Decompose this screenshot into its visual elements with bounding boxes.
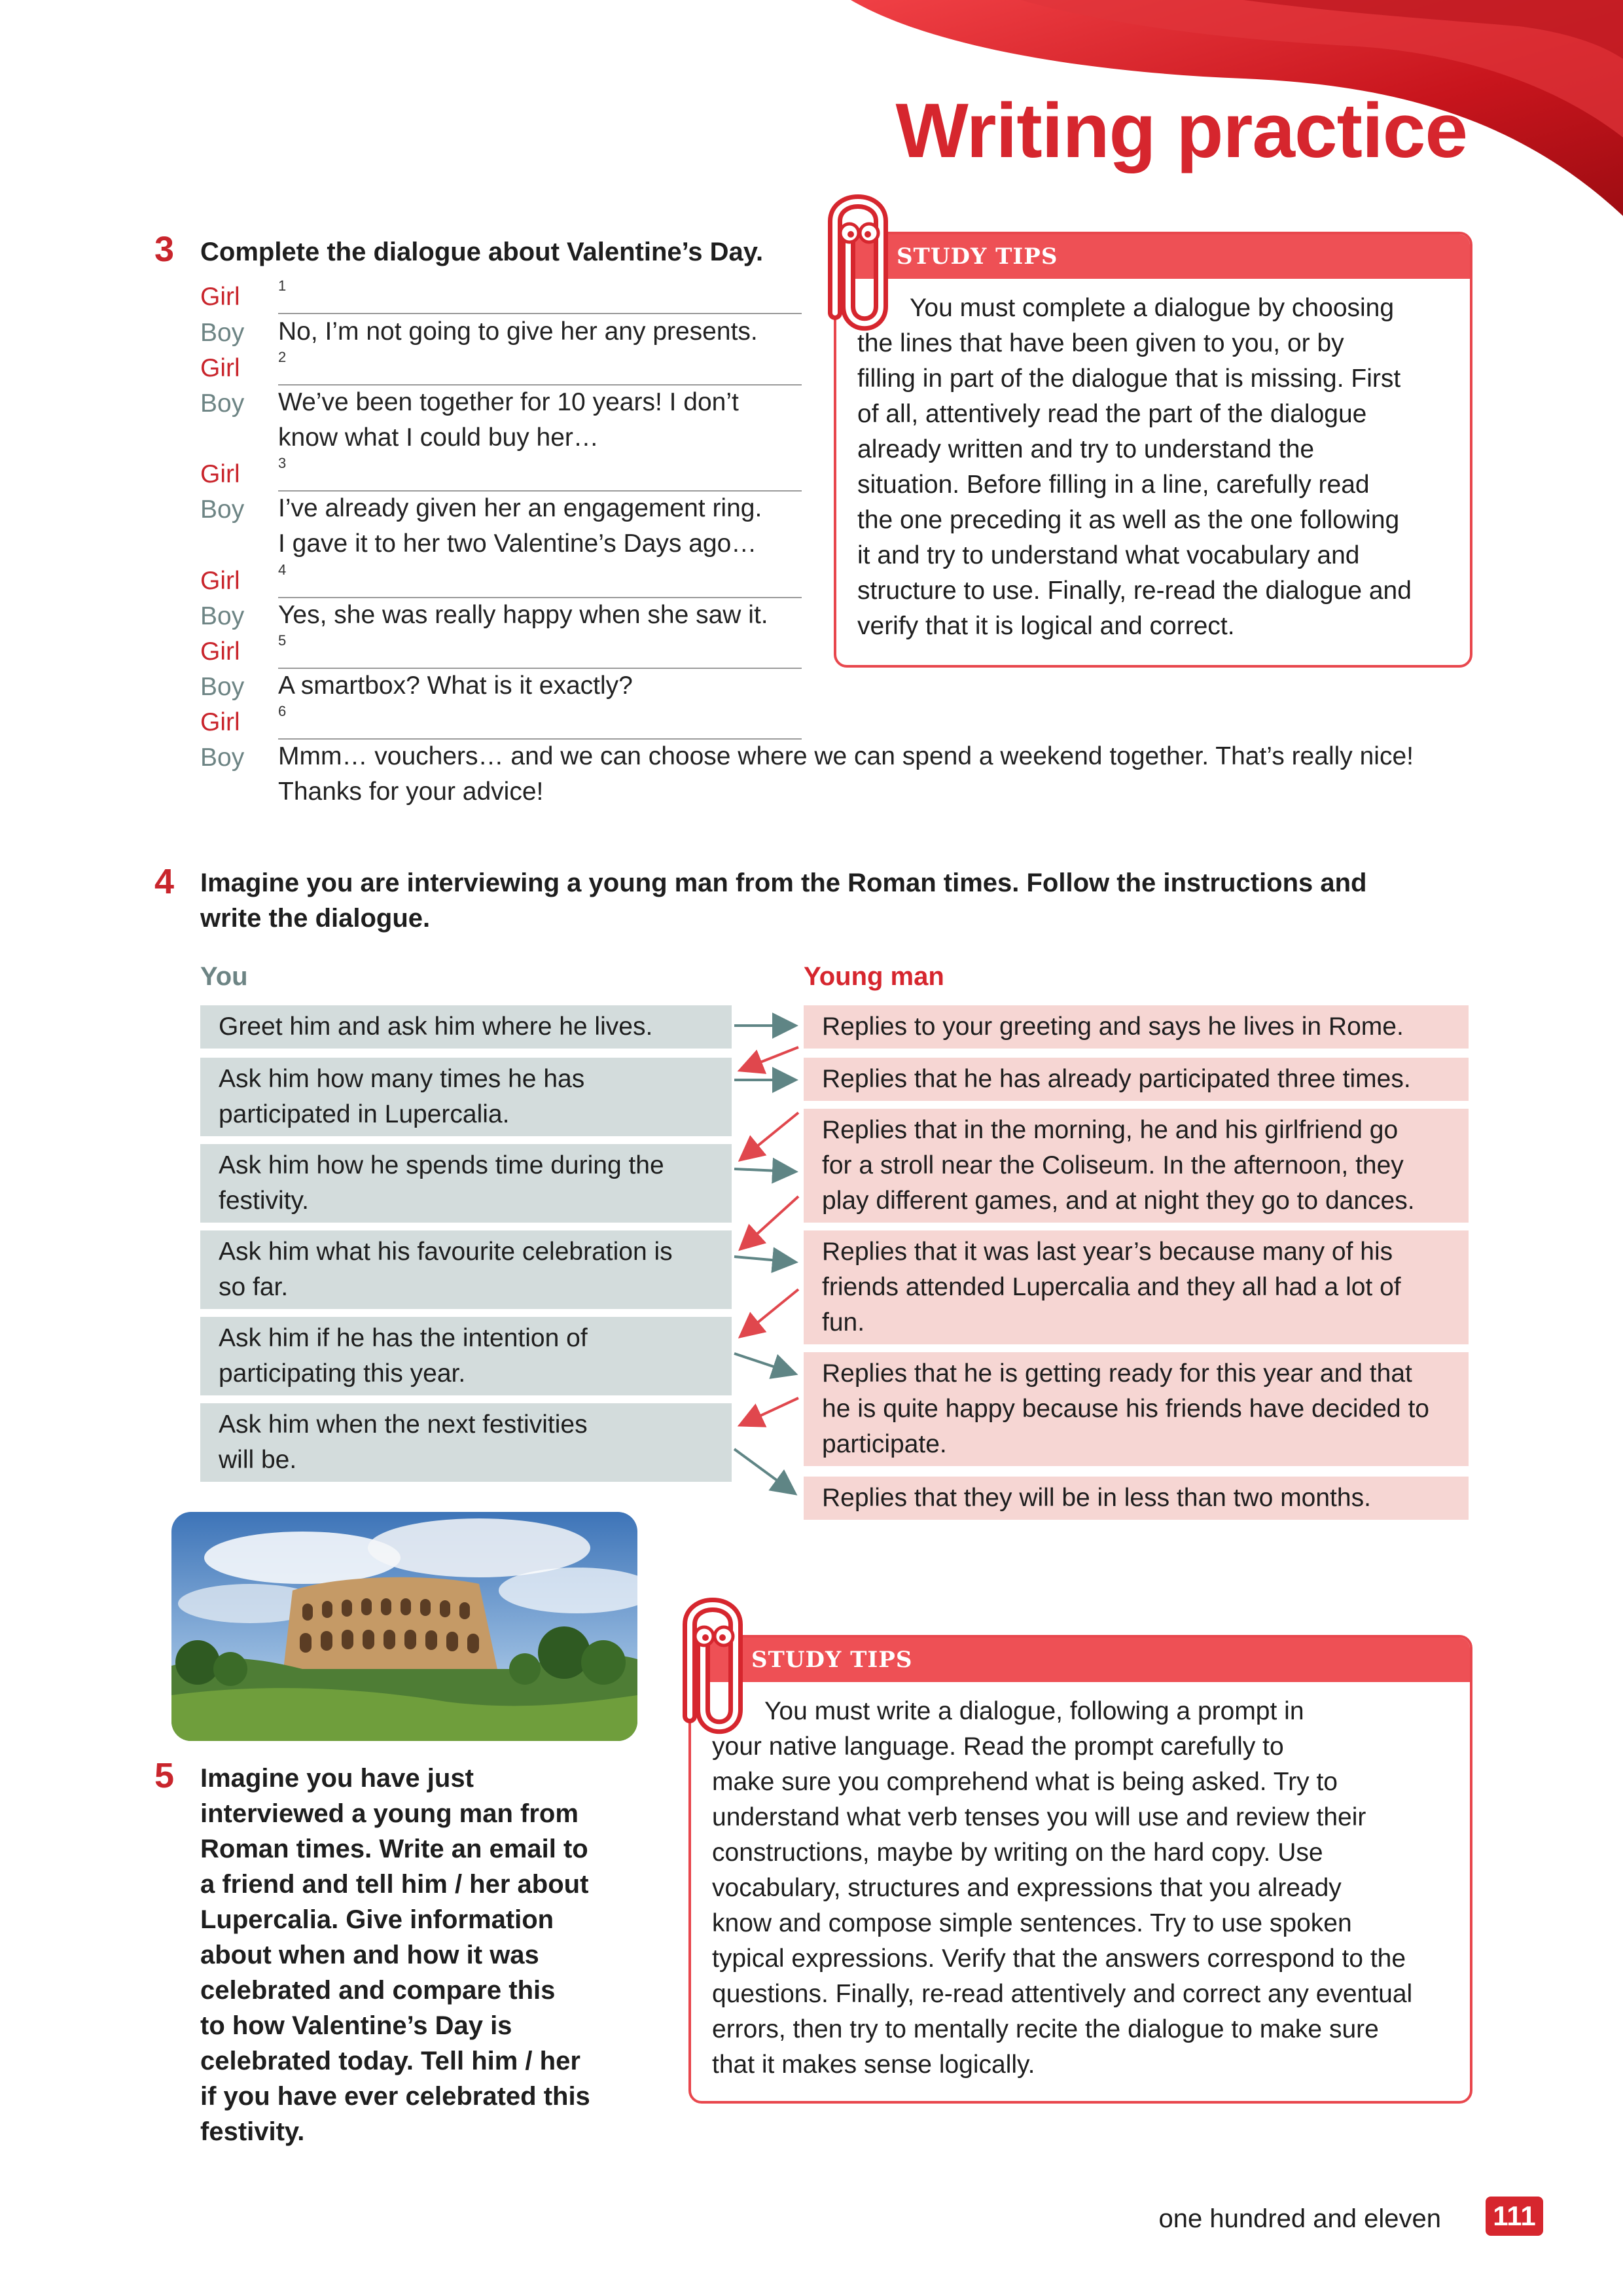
blank-number: 3 — [278, 455, 287, 471]
study-tips-header — [691, 1638, 1470, 1682]
arrow-to-prompt — [742, 1398, 798, 1424]
you-column-heading: You — [200, 962, 248, 991]
arrow-to-prompt — [742, 1196, 798, 1247]
dialogue-line: I gave it to her two Valentine’s Days ago… — [278, 529, 757, 558]
exercise-3-instruction: Complete the dialogue about Valentine’s Day. — [200, 238, 764, 266]
dialogue-line: Mmm… vouchers… and we can choose where we can spend a weekend together. That’s really nice! — [278, 742, 1414, 770]
speaker-label: Boy — [200, 602, 245, 630]
you-prompt — [200, 1005, 732, 1049]
instruction-line: to how Valentine’s Day is — [200, 2011, 512, 2040]
arrow-to-prompt — [742, 1289, 798, 1335]
instruction-line: Imagine you are interviewing a young man from the Roman times. Follow the instructions and — [200, 869, 1367, 897]
arrow-to-prompt — [742, 1113, 798, 1158]
study-tips-text — [712, 1694, 1471, 2083]
dialogue-blank-6[interactable] — [278, 703, 802, 740]
speaker-label: Boy — [200, 495, 245, 524]
instruction-line: write the dialogue. — [200, 904, 431, 933]
prompt-line: will be. — [219, 1446, 297, 1474]
exercise-4-number: 4 — [154, 862, 175, 901]
page-number: 111 — [1486, 2197, 1543, 2236]
young-man-column-heading: Young man — [804, 962, 944, 991]
prompt-line: so far. — [219, 1273, 289, 1301]
tips-line: already written and try to understand the — [857, 435, 1315, 463]
tips-line: vocabulary, structures and expressions that you already — [712, 1874, 1342, 1902]
prompt-line: participating this year. — [219, 1359, 466, 1388]
exercise-4-instruction — [200, 865, 1366, 936]
instruction-line: interviewed a young man from — [200, 1799, 579, 1828]
instruction-line: if you have ever celebrated this — [200, 2082, 590, 2111]
prompt-line: Ask him how he spends time during the — [219, 1151, 664, 1179]
you-prompt — [200, 1144, 732, 1223]
dialogue-blank-4[interactable] — [278, 562, 802, 598]
exercise-5-instruction — [200, 1761, 658, 2149]
arrow-to-reply — [734, 1354, 793, 1373]
blank-number: 5 — [278, 632, 287, 649]
tips-line: questions. Finally, re-read attentively and correct any eventual — [712, 1980, 1413, 2008]
prompt-line: Ask him if he has the intention of — [219, 1324, 588, 1352]
you-prompt — [200, 1317, 732, 1395]
reply-line: Replies that they will be in less than two months. — [822, 1484, 1371, 1512]
tips-line: make sure you comprehend what is being asked. Try to — [712, 1768, 1338, 1796]
tips-line: You must write a dialogue, following a prompt in — [764, 1697, 1304, 1725]
dialogue-blank-2[interactable] — [278, 349, 802, 386]
study-tips-title: STUDY TIPS — [751, 1647, 913, 1673]
prompt-line: Ask him what his favourite celebration is — [219, 1238, 673, 1266]
blank-number: 6 — [278, 703, 287, 719]
dialogue-line: A smartbox? What is it exactly? — [278, 672, 633, 700]
tips-line: that it makes sense logically. — [712, 2051, 1035, 2079]
prompt-line: participated in Lupercalia. — [219, 1100, 510, 1128]
dialogue-line: No, I’m not going to give her any presents. — [278, 317, 758, 346]
exercise-5-number: 5 — [154, 1756, 175, 1795]
tips-line: it and try to understand what vocabulary and — [857, 541, 1360, 569]
tips-line: constructions, maybe by writing on the hard copy. Use — [712, 1839, 1323, 1867]
young-man-reply — [804, 1230, 1469, 1344]
speaker-label: Boy — [200, 673, 245, 701]
reply-line: Replies that he is getting ready for this year and that — [822, 1359, 1412, 1388]
prompt-line: Greet him and ask him where he lives. — [219, 1013, 653, 1041]
tips-line: filling in part of the dialogue that is missing. First — [857, 365, 1401, 393]
speaker-label: Girl — [200, 567, 240, 595]
tips-line: verify that it is logical and correct. — [857, 612, 1235, 640]
instruction-line: Lupercalia. Give information — [200, 1905, 554, 1934]
speaker-label: Girl — [200, 708, 240, 736]
tips-line: your native language. Read the prompt carefully to — [712, 1732, 1284, 1761]
tips-line: errors, then try to mentally recite the dialogue to make sure — [712, 2015, 1379, 2043]
tips-line: of all, attentively read the part of the dialogue — [857, 400, 1367, 428]
reply-line: Replies that in the morning, he and his girlfriend go — [822, 1116, 1399, 1144]
reply-line: Replies that it was last year’s because many of his — [822, 1238, 1393, 1266]
reply-line: play different games, and at night they go to dances. — [822, 1187, 1415, 1215]
instruction-line: Roman times. Write an email to — [200, 1835, 588, 1863]
blank-number: 2 — [278, 349, 287, 365]
tips-line: the one preceding it as well as the one following — [857, 506, 1400, 534]
dialogue-line: I’ve already given her an engagement ring. — [278, 494, 762, 522]
instruction-line: a friend and tell him / her about — [200, 1870, 589, 1899]
dialogue-line: know what I could buy her… — [278, 423, 599, 452]
speaker-label: Boy — [200, 744, 245, 772]
speaker-label: Girl — [200, 283, 240, 311]
tips-line: You must complete a dialogue by choosing — [910, 294, 1395, 322]
study-tips-text — [857, 291, 1466, 644]
young-man-reply — [804, 1477, 1469, 1520]
tips-line: structure to use. Finally, re-read the dialogue and — [857, 577, 1412, 605]
arrow-to-reply — [734, 1257, 793, 1262]
instruction-line: festivity. — [200, 2117, 305, 2146]
reply-line: he is quite happy because his friends have decided to — [822, 1395, 1429, 1423]
dialogue-line: Thanks for your advice! — [278, 778, 544, 806]
study-tips-header — [836, 234, 1470, 279]
prompt-line: festivity. — [219, 1187, 309, 1215]
reply-line: Replies that he has already participated three times. — [822, 1065, 1411, 1093]
tips-line: the lines that have been given to you, or by — [857, 329, 1344, 357]
young-man-reply — [804, 1109, 1469, 1223]
reply-line: for a stroll near the Coliseum. In the afternoon, they — [822, 1151, 1404, 1179]
arrow-to-reply — [734, 1449, 793, 1492]
prompt-line: Ask him when the next festivities — [219, 1410, 588, 1439]
dialogue-blank-1[interactable] — [278, 278, 802, 314]
young-man-reply — [804, 1058, 1469, 1101]
dialogue-line: Yes, she was really happy when she saw it. — [278, 601, 768, 629]
reply-line: fun. — [822, 1308, 865, 1336]
speaker-label: Boy — [200, 389, 245, 418]
speaker-label: Girl — [200, 354, 240, 382]
you-prompt — [200, 1403, 732, 1482]
instruction-line: celebrated today. Tell him / her — [200, 2047, 580, 2075]
dialogue-line: We’ve been together for 10 years! I don’t — [278, 388, 739, 416]
tips-line: know and compose simple sentences. Try to use spoken — [712, 1909, 1352, 1937]
reply-line: participate. — [822, 1430, 947, 1458]
blank-number: 4 — [278, 562, 287, 578]
tips-line: situation. Before filling in a line, carefully read — [857, 471, 1370, 499]
tips-line: understand what verb tenses you will use and review their — [712, 1803, 1366, 1831]
instruction-line: Imagine you have just — [200, 1764, 474, 1793]
you-prompt — [200, 1230, 732, 1309]
page-number-words: one hundred and eleven — [1158, 2204, 1441, 2233]
reply-line: Replies to your greeting and says he lives in Rome. — [822, 1013, 1404, 1041]
dialogue-blank-3[interactable] — [278, 455, 802, 492]
prompt-line: Ask him how many times he has — [219, 1065, 585, 1093]
exercise-3-number: 3 — [154, 230, 175, 269]
young-man-reply — [804, 1005, 1469, 1049]
speaker-label: Girl — [200, 460, 240, 488]
page-title: Writing practice — [895, 88, 1467, 174]
arrow-to-reply — [734, 1169, 793, 1172]
speaker-label: Girl — [200, 637, 240, 666]
instruction-line: celebrated and compare this — [200, 1976, 556, 2005]
paperclip-mascot-icon — [664, 1585, 755, 1742]
young-man-reply — [804, 1352, 1469, 1466]
paperclip-mascot-icon — [809, 182, 901, 339]
you-prompt — [200, 1058, 732, 1136]
instruction-line: about when and how it was — [200, 1941, 539, 1969]
arrow-to-prompt — [742, 1047, 798, 1069]
speaker-label: Boy — [200, 319, 245, 347]
dialogue-blank-5[interactable] — [278, 632, 802, 669]
blank-number: 1 — [278, 278, 287, 294]
colosseum-photo — [171, 1512, 637, 1741]
reply-line: friends attended Lupercalia and they all had a lot of — [822, 1273, 1401, 1301]
tips-line: typical expressions. Verify that the answers correspond to the — [712, 1945, 1406, 1973]
study-tips-title: STUDY TIPS — [897, 243, 1058, 270]
